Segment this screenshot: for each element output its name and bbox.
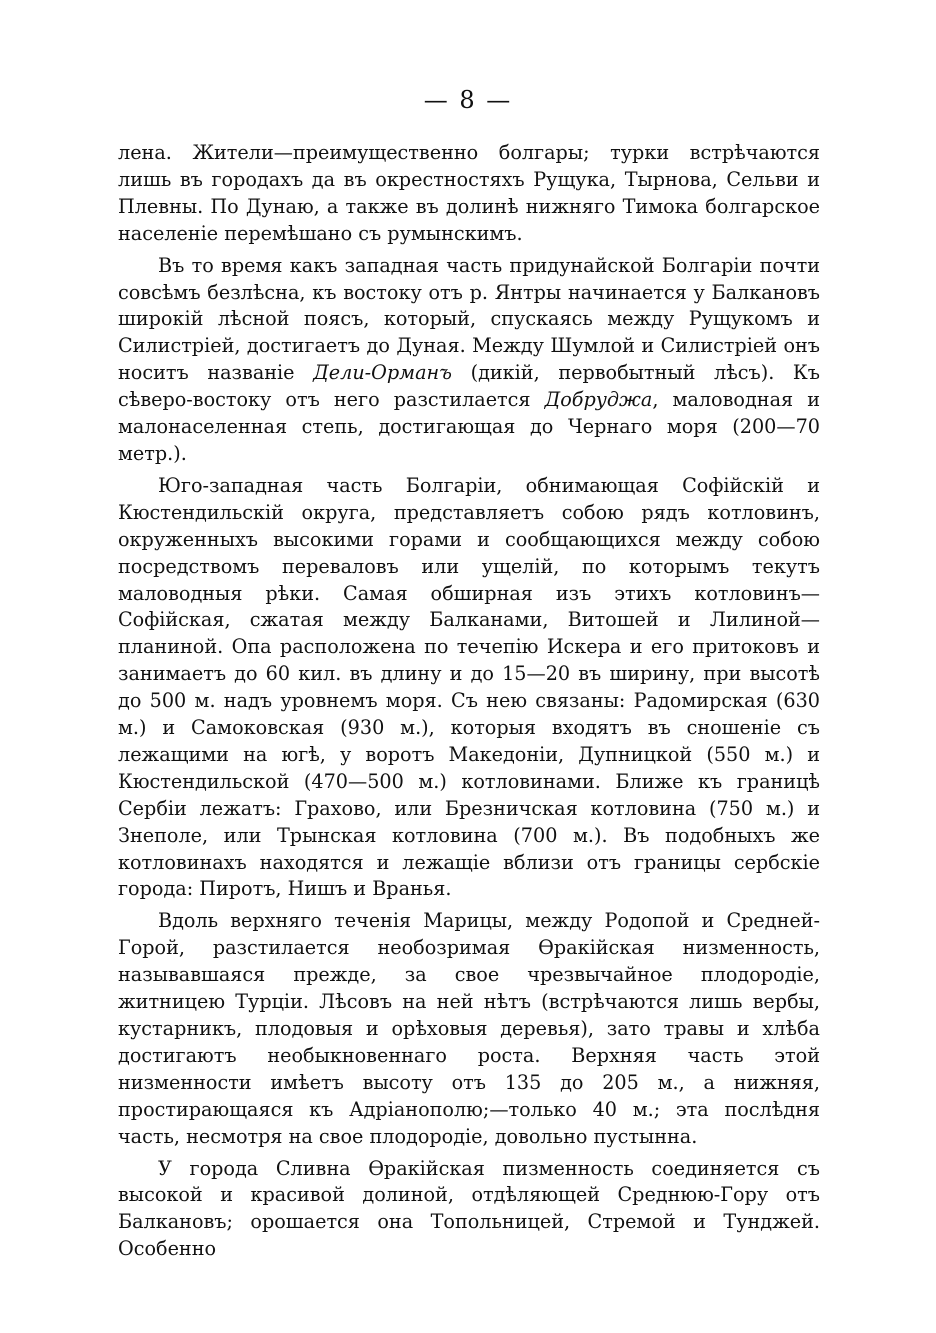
paragraph-1-text: лена. Жители—преимущественно болгары; турки встрѣчаются лишь въ городахъ да въ окрестностяхъ Рущука, Тырнова, Сельви и Плевны. По Дунаю, а также въ долинѣ нижняго Тимока болгарское населеніе перемѣшано съ румынскимъ.	[118, 141, 820, 245]
page-number: — 8 —	[423, 86, 513, 114]
paragraph-4	[118, 908, 820, 1150]
paragraph-3	[118, 473, 820, 904]
term-deli-orman: Дели-Орманъ	[313, 361, 452, 385]
paragraph-5	[118, 1156, 820, 1264]
body-text	[118, 140, 820, 1263]
paragraph-5-text: У города Сливна Ѳракійская пизменность соединяется съ высокой и красивой долиной, отдѣляющей Среднюю-Гору отъ Балкановъ; орошается она Топольницей, Стремой и Тунджей. Особенно	[118, 1156, 820, 1261]
paragraph-4-text: Вдоль верхняго теченія Марицы, между Родопой и Средней-Горой, разстилается необозримая Ѳракійская низменность, называвшаяся прежде, за свое чрезвычайное плодородіе, житницею Турціи. Лѣсовъ на ней нѣтъ (встрѣчаются лишь вербы, кустарникъ, плодовыя и орѣховыя деревья), зато травы и хлѣба достигаютъ необыкновеннаго роста. Верхняя часть этой низменности имѣетъ высоту отъ 135 до 205 м., а нижняя, простирающаяся къ Адріанополю;—только 40 м.; эта послѣдня часть, несмотря на свое плодородіе, довольно пустынна.	[118, 909, 820, 1148]
paragraph-2-text-a: Въ то время какъ западная часть придунайской Болгаріи почти совсѣмъ безлѣсна, къ востоку отъ р. Янтры начинается у Балкановъ широкій лѣсной поясъ, который, спускаясь между Рущукомъ и Силистріей, достигаетъ до Дуная. Между Шумлой и Силистріей онъ носитъ названіе	[118, 253, 820, 385]
paragraph-3-text: Юго-западная часть Болгаріи, обнимающая Софійскій и Кюстендильскій округа, представляетъ собою рядъ котловинъ, окруженныхъ высокими горами и сообщающихся между собою посредствомъ переваловъ или ущелій, по которымъ текутъ маловодныя рѣки. Самая обширная изъ этихъ котловинъ—Софійская, сжатая между Балканами, Витошей и Лилиной—планиной. Опа расположена по течепію Искера и его притоковъ и занимаетъ до 60 кил. въ длину и до 15—20 въ ширину, при высотѣ до 500 м. надъ уровнемъ моря. Съ нею связаны: Радомирская (630 м.) и Самоковская (930 м.), которыя входятъ въ сношеніе съ лежащими на югѣ, у воротъ Македоніи, Дупницкой (550 м.) и Кюстендильской (470—500 м.) котловинами. Ближе къ границѣ Сербіи лежатъ: Грахово, или Брезничская котловина (750 м.) и Знеполе, или Трынская котловина (700 м.). Въ подобныхъ же котловинахъ находятся и лежащіе вблизи отъ границы сербскіе города: Пиротъ, Нишъ и Вранья.	[118, 473, 820, 901]
paragraph-2-text-c: , маловодная и малонаселенная степь, достигающая до Чернаго моря (200—70 метр.).	[118, 388, 820, 465]
term-dobrudzha: Добруджа	[544, 388, 653, 412]
paragraph-1	[118, 140, 820, 248]
paragraph-2	[118, 253, 820, 468]
paragraph-2-text-b: (дикій, первобытный лѣсъ). Къ сѣверо-востоку отъ него разстилается	[118, 361, 820, 412]
